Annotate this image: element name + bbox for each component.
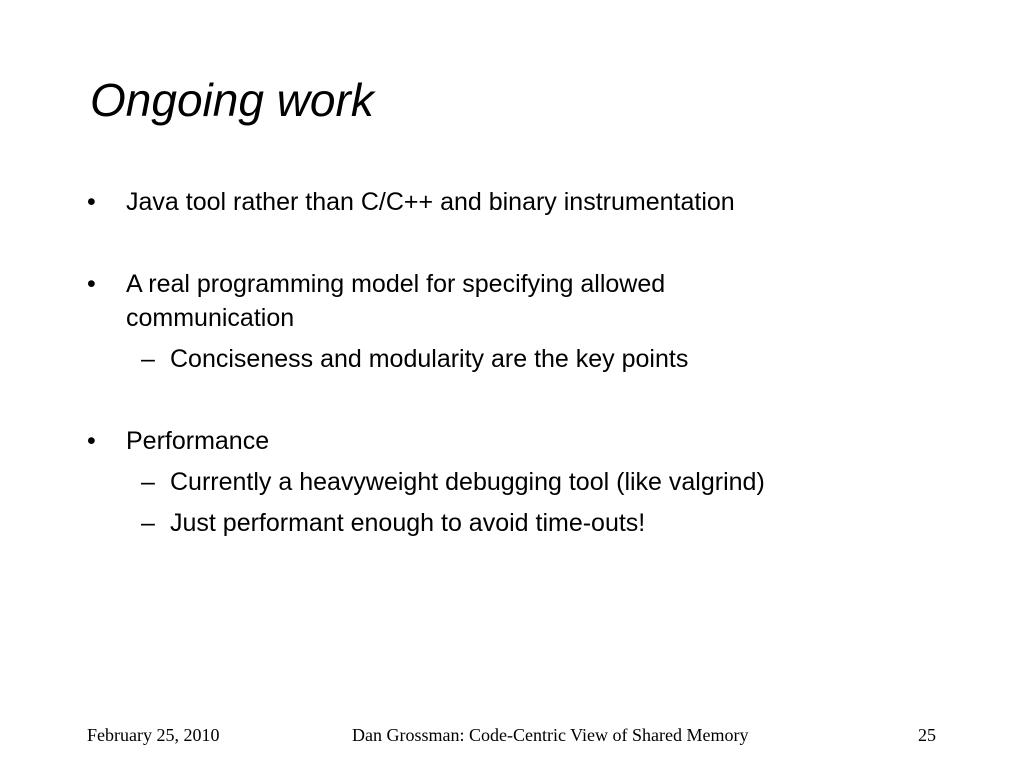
sub-bullet-2-1-text: Conciseness and modularity are the key points [170, 345, 689, 373]
bullet-3-text: Performance [126, 427, 270, 455]
sub-bullet-marker-3-2: – [141, 509, 155, 537]
bullet-marker-1: • [87, 188, 96, 216]
sub-bullet-3-2-text: Just performant enough to avoid time-outs! [170, 509, 646, 537]
bullet-marker-3: • [87, 427, 96, 455]
bullet-1-text: Java tool rather than C/C++ and binary instrumentation [126, 188, 735, 216]
slide-title: Ongoing work [90, 74, 374, 126]
bullet-marker-2: • [87, 270, 96, 298]
sub-bullet-marker-3-1: – [141, 468, 155, 496]
footer-date: February 25, 2010 [87, 725, 220, 745]
footer-page-number: 25 [918, 725, 936, 745]
sub-bullet-marker-2-1: – [141, 345, 155, 373]
sub-bullet-3-1-text: Currently a heavyweight debugging tool (like valgrind) [170, 468, 765, 496]
footer-title: Dan Grossman: Code-Centric View of Shared Memory [352, 725, 749, 745]
bullet-2-text-line-1: A real programming model for specifying allowed [126, 270, 666, 298]
bullet-2-text-line-2: communication [126, 304, 295, 332]
